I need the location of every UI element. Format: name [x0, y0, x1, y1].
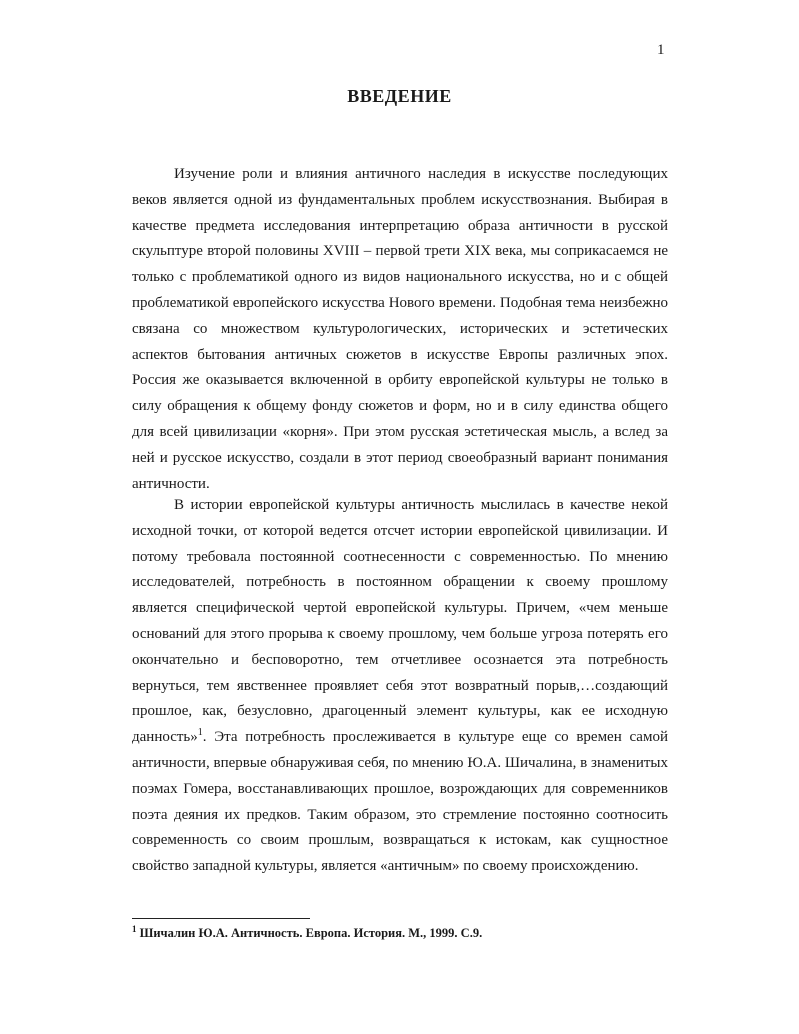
footnote-text: Шичалин Ю.А. Античность. Европа. История. М., 1999. С.9. — [136, 926, 483, 940]
paragraph-2 — [132, 493, 668, 880]
footnote-marker: 1 — [132, 923, 137, 934]
footnote — [132, 923, 483, 941]
footnote-divider — [132, 918, 310, 919]
paragraph-1 — [132, 162, 668, 497]
paragraph-1-text: Изучение роли и влияния античного наследия в искусстве последующих веков является одной из фундаментальных проблем искусствознания. Выбирая в качестве предмета исследования интерпретацию образа античности в русской скульптуре второй половины XVIII – первой трети XIX века, мы соприкасаемся не только с проблематикой одного из видов национального искусства, но и с общей проблематикой европейского искусства Нового времени. Подобная тема неизбежно связана со множеством культурологических, исторических и эстетических аспектов бытования античных сюжетов в искусстве Европы различных эпох. Россия же оказывается включенной в орбиту европейской культуры не только в силу обращения к общему фонду сюжетов и форм, но и в силу единства общего для всей цивилизации «корня». При этом русская эстетическая мысль, а вслед за ней и русское искусство, создали в этот период своеобразный вариант понимания античности. — [132, 166, 668, 492]
paragraph-2-part-1: В истории европейской культуры античность мыслилась в качестве некой исходной точки, от которой ведется отсчет истории европейской цивилизации. И потому требовала постоянной соотнесенности с современностью. По мнению исследователей, потребность в постоянном обращении к своему прошлому является специфической чертой европейской культуры. Причем, «чем меньше оснований для этого прорыва к своему прошлому, чем больше угроза потерять его окончательно и бесповоротно, тем отчетливее осознается эта потребность вернуться, тем явственнее проявляет себя этот возвратный порыв,…создающий прошлое, как, безусловно, драгоценный элемент культуры, как ее исходную данность» — [132, 497, 668, 746]
paragraph-2-part-2: . Эта потребность прослеживается в культуре еще со времен самой античности, впервые обнаруживая себя, по мнению Ю.А. Шичалина, в знаменитых поэмах Гомера, восстанавливающих прошлое, возрождающих для современников поэта деяния их предков. Таким образом, это стремление постоянно соотносить современность со своим прошлым, возвращаться к истокам, как сущностное свойство западной культуры, является «античным» по своему происхождению. — [132, 729, 668, 875]
page-title: ВВЕДЕНИЕ — [347, 86, 452, 106]
paragraph-2-text — [132, 493, 668, 880]
page-number: 1 — [657, 42, 665, 58]
footnote-reference[interactable]: 1 — [197, 727, 203, 739]
